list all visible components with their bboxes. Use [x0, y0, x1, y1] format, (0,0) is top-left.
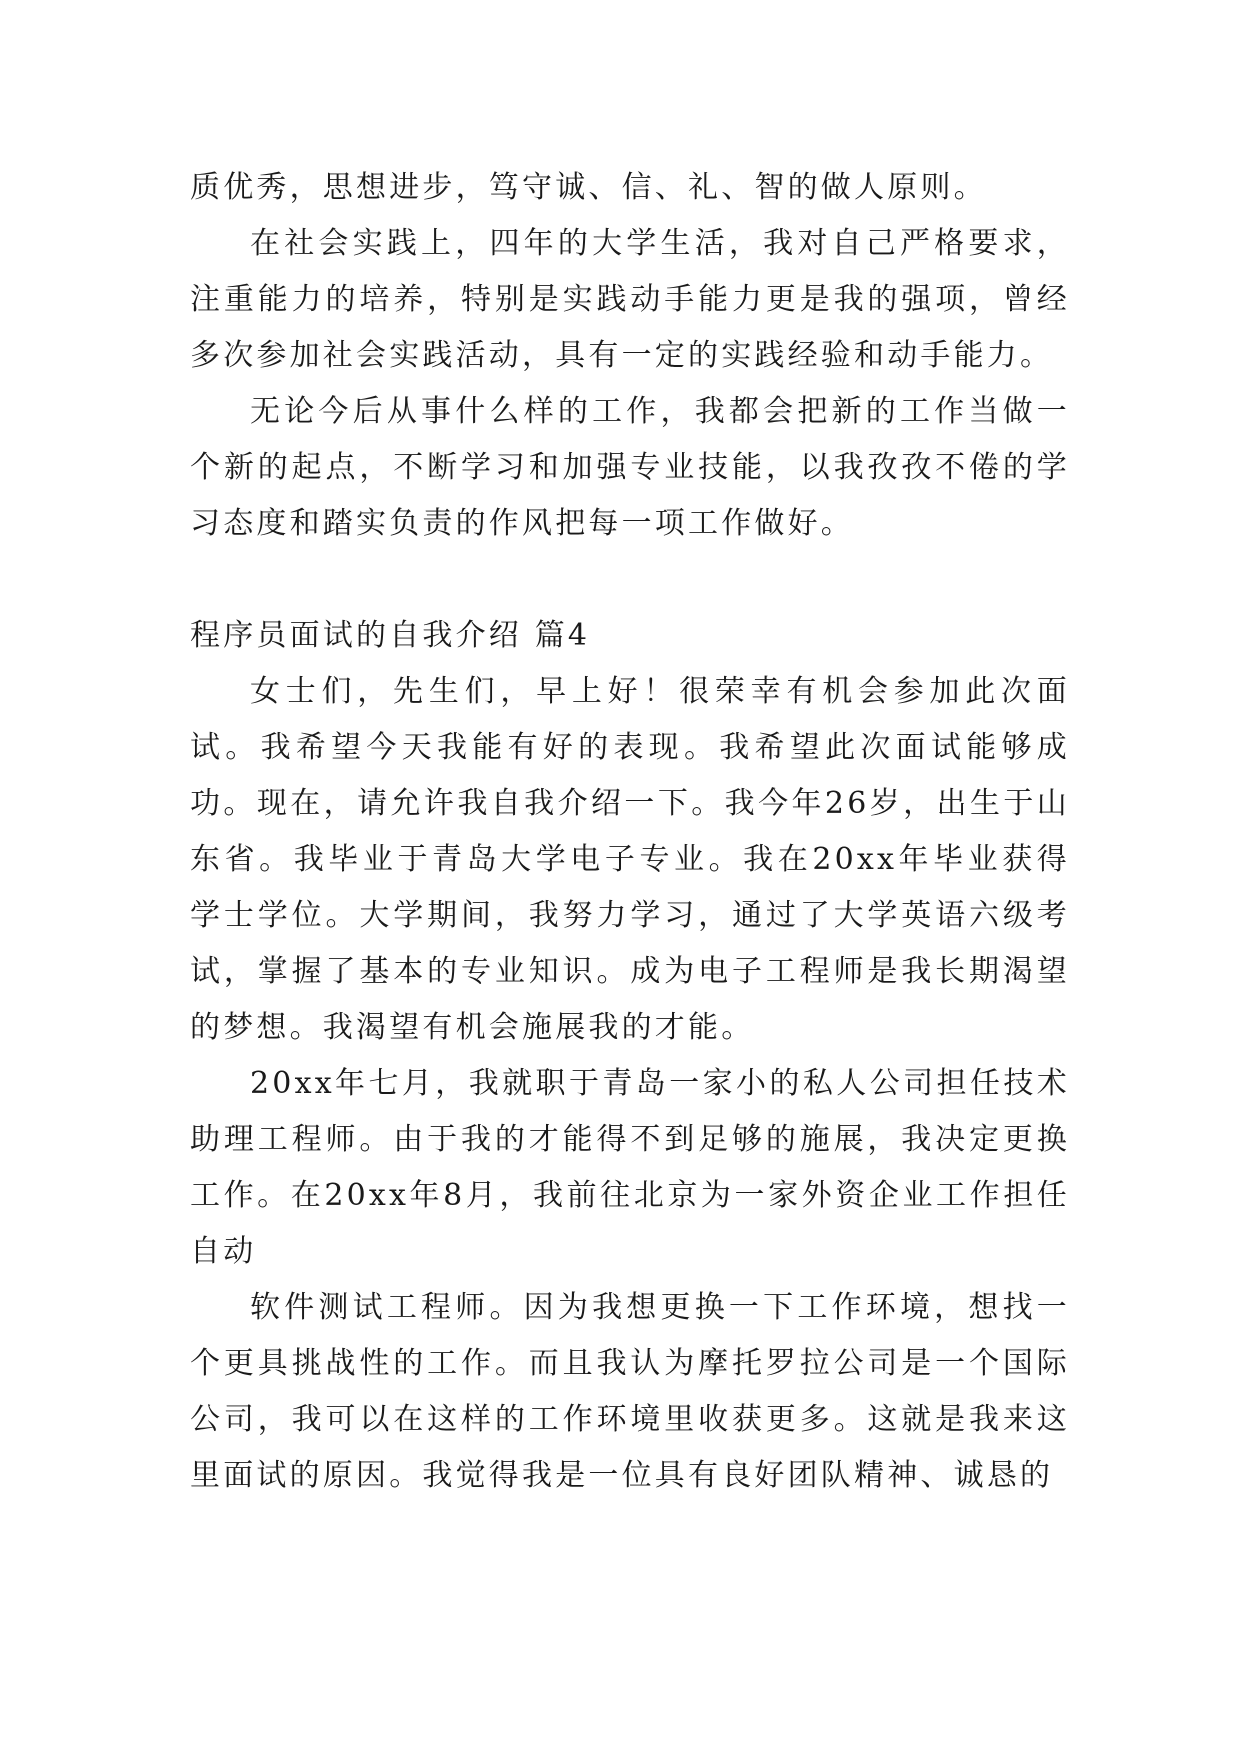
paragraph-work-history: 20xx年七月，我就职于青岛一家小的私人公司担任技术助理工程师。由于我的才能得不到足够的施展，我决定更换工作。在20xx年8月，我前往北京为一家外资企业工作担任自动	[190, 1066, 1070, 1269]
paragraph-greeting: 女士们，先生们，早上好！很荣幸有机会参加此次面试。我希望今天我能有好的表现。我希望此次面试能够成功。现在，请允许我自我介绍一下。我今年26岁，出生于山东省。我毕业于青岛大学电子专业。我在20xx年毕业获得学士学位。大学期间，我努力学习，通过了大学英语六级考试，掌握了基本的专业知识。成为电子工程师是我长期渴望的梦想。我渴望有机会施展我的才能。	[190, 674, 1070, 1045]
document-body	[190, 160, 1070, 1504]
paragraph-motivation: 软件测试工程师。因为我想更换一下工作环境，想找一个更具挑战性的工作。而且我认为摩托罗拉公司是一个国际公司，我可以在这样的工作环境里收获更多。这就是我来这里面试的原因。我觉得我是一位具有良好团队精神、诚恳的	[190, 1290, 1070, 1493]
paragraph-social-practice: 在社会实践上，四年的大学生活，我对自己严格要求，注重能力的培养，特别是实践动手能力更是我的强项，曾经多次参加社会实践活动，具有一定的实践经验和动手能力。	[190, 226, 1070, 373]
paragraph-continuation: 质优秀，思想进步，笃守诚、信、礼、智的做人原则。	[190, 170, 987, 205]
paragraph-future-work: 无论今后从事什么样的工作，我都会把新的工作当做一个新的起点，不断学习和加强专业技能，以我孜孜不倦的学习态度和踏实负责的作风把每一项工作做好。	[190, 394, 1070, 541]
section-heading: 程序员面试的自我介绍 篇4	[190, 618, 591, 653]
